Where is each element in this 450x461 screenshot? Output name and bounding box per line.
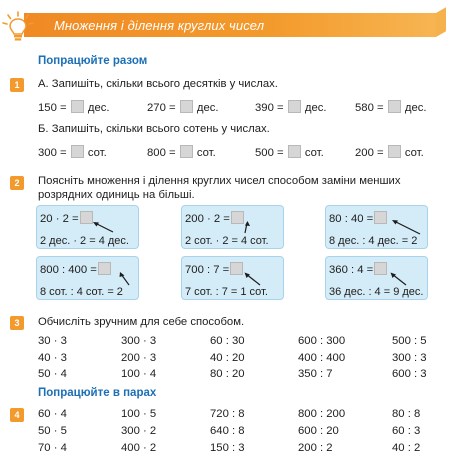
card-expression: 800 : 400 = — [40, 264, 97, 276]
expression: 300 : 3 — [392, 352, 427, 364]
task2-text-line1: Поясніть множення і ділення круглих чисел способом заміни менших — [38, 175, 401, 187]
task1-a-unit: дес. — [304, 102, 327, 114]
answer-box[interactable] — [180, 100, 193, 113]
task1-a-lhs: 150 = — [38, 102, 67, 114]
task-number-2: 2 — [10, 176, 24, 190]
expression: 60 : 30 — [210, 335, 245, 347]
task1-b-lhs: 200 = — [355, 147, 384, 159]
task1-a-item — [147, 100, 219, 114]
card-explanation: 36 дес. : 4 = 9 дес. — [329, 286, 424, 298]
task-number-1: 1 — [10, 78, 24, 92]
answer-box[interactable] — [388, 100, 401, 113]
answer-box[interactable] — [374, 262, 387, 275]
expression: 40 : 20 — [210, 352, 245, 364]
task1-a-item — [38, 100, 110, 114]
task1-part-b-text: Б. Запишіть, скільки всього сотень у числах. — [38, 123, 270, 135]
expression: 80 : 20 — [210, 368, 245, 380]
card-top — [329, 211, 388, 225]
section-heading-together: Попрацюйте разом — [38, 55, 148, 67]
task1-b-item — [255, 145, 324, 159]
task1-a-lhs: 580 = — [355, 102, 384, 114]
card-top — [185, 262, 244, 276]
expression: 300 · 3 — [121, 335, 157, 347]
task1-b-lhs: 500 = — [255, 147, 284, 159]
task1-b-unit: сот. — [304, 147, 324, 159]
task1-b-lhs: 800 = — [147, 147, 176, 159]
task1-a-unit: дес. — [196, 102, 219, 114]
task1-a-lhs: 390 = — [255, 102, 284, 114]
expression: 400 : 400 — [298, 352, 346, 364]
answer-box[interactable] — [374, 211, 387, 224]
expression: 50 · 4 — [38, 368, 67, 380]
card-explanation: 7 сот. : 7 = 1 сот. — [185, 286, 268, 298]
task1-b-unit: сот. — [196, 147, 216, 159]
section-heading-pairs: Попрацюйте в парах — [38, 387, 157, 399]
expression: 300 · 2 — [121, 425, 157, 437]
answer-box[interactable] — [80, 211, 93, 224]
task1-b-item — [355, 145, 424, 159]
card-explanation: 8 дес. : 4 дес. = 2 — [329, 235, 418, 247]
task1-part-a-text: А. Запишіть, скільки всього десятків у числах. — [38, 78, 278, 90]
card-expression: 700 : 7 = — [185, 264, 230, 276]
card-top — [40, 211, 94, 225]
expression: 60 · 4 — [38, 408, 67, 420]
task1-b-lhs: 300 = — [38, 147, 67, 159]
card-top — [40, 262, 112, 276]
expression: 200 · 3 — [121, 352, 157, 364]
expression: 200 : 2 — [298, 442, 333, 454]
card-explanation: 8 сот. : 4 сот. = 2 — [40, 286, 123, 298]
expression: 800 : 200 — [298, 408, 346, 420]
task1-b-item — [38, 145, 107, 159]
expression: 40 : 2 — [392, 442, 421, 454]
card-top — [329, 262, 388, 276]
example-card — [181, 256, 284, 300]
card-expression: 80 : 40 = — [329, 213, 374, 225]
title-banner — [0, 10, 450, 40]
card-explanation: 2 сот. · 2 = 4 сот. — [185, 235, 269, 247]
card-expression: 20 · 2 = — [40, 213, 79, 225]
expression: 60 : 3 — [392, 425, 421, 437]
task1-a-unit: дес. — [87, 102, 110, 114]
expression: 150 : 3 — [210, 442, 245, 454]
answer-box[interactable] — [71, 100, 84, 113]
task3-text: Обчисліть зручним для себе способом. — [38, 316, 245, 328]
task-number-3: 3 — [10, 316, 24, 330]
answer-box[interactable] — [231, 211, 244, 224]
example-card — [325, 256, 428, 300]
task1-a-item — [355, 100, 427, 114]
expression: 100 · 4 — [121, 368, 157, 380]
task-number-4: 4 — [10, 408, 24, 422]
expression: 80 : 8 — [392, 408, 421, 420]
expression: 640 : 8 — [210, 425, 245, 437]
expression: 30 · 3 — [38, 335, 67, 347]
expression: 500 : 5 — [392, 335, 427, 347]
task2-text-line2: розрядних одиниць на більші. — [38, 189, 195, 201]
card-explanation: 2 дес. · 2 = 4 дес. — [40, 235, 129, 247]
expression: 600 : 3 — [392, 368, 427, 380]
answer-box[interactable] — [230, 262, 243, 275]
expression: 600 : 300 — [298, 335, 346, 347]
answer-box[interactable] — [98, 262, 111, 275]
expression: 50 · 5 — [38, 425, 67, 437]
card-top — [185, 211, 245, 225]
expression: 350 : 7 — [298, 368, 333, 380]
answer-box[interactable] — [288, 145, 301, 158]
task1-b-item — [147, 145, 216, 159]
answer-box[interactable] — [388, 145, 401, 158]
expression: 40 · 3 — [38, 352, 67, 364]
card-expression: 200 · 2 = — [185, 213, 230, 225]
expression: 600 : 20 — [298, 425, 339, 437]
page-title: Множення і ділення круглих чисел — [54, 18, 265, 33]
card-expression: 360 : 4 = — [329, 264, 374, 276]
answer-box[interactable] — [180, 145, 193, 158]
example-card — [36, 256, 139, 300]
task1-b-unit: сот. — [87, 147, 107, 159]
task1-a-unit: дес. — [404, 102, 427, 114]
answer-box[interactable] — [71, 145, 84, 158]
expression: 100 · 5 — [121, 408, 157, 420]
expression: 70 · 4 — [38, 442, 67, 454]
task1-a-lhs: 270 = — [147, 102, 176, 114]
expression: 720 : 8 — [210, 408, 245, 420]
task1-a-item — [255, 100, 327, 114]
example-card — [325, 205, 428, 249]
example-card — [36, 205, 139, 249]
example-card — [181, 205, 284, 249]
answer-box[interactable] — [288, 100, 301, 113]
task1-b-unit: сот. — [404, 147, 424, 159]
expression: 400 · 2 — [121, 442, 157, 454]
lightbulb-icon — [0, 10, 36, 44]
